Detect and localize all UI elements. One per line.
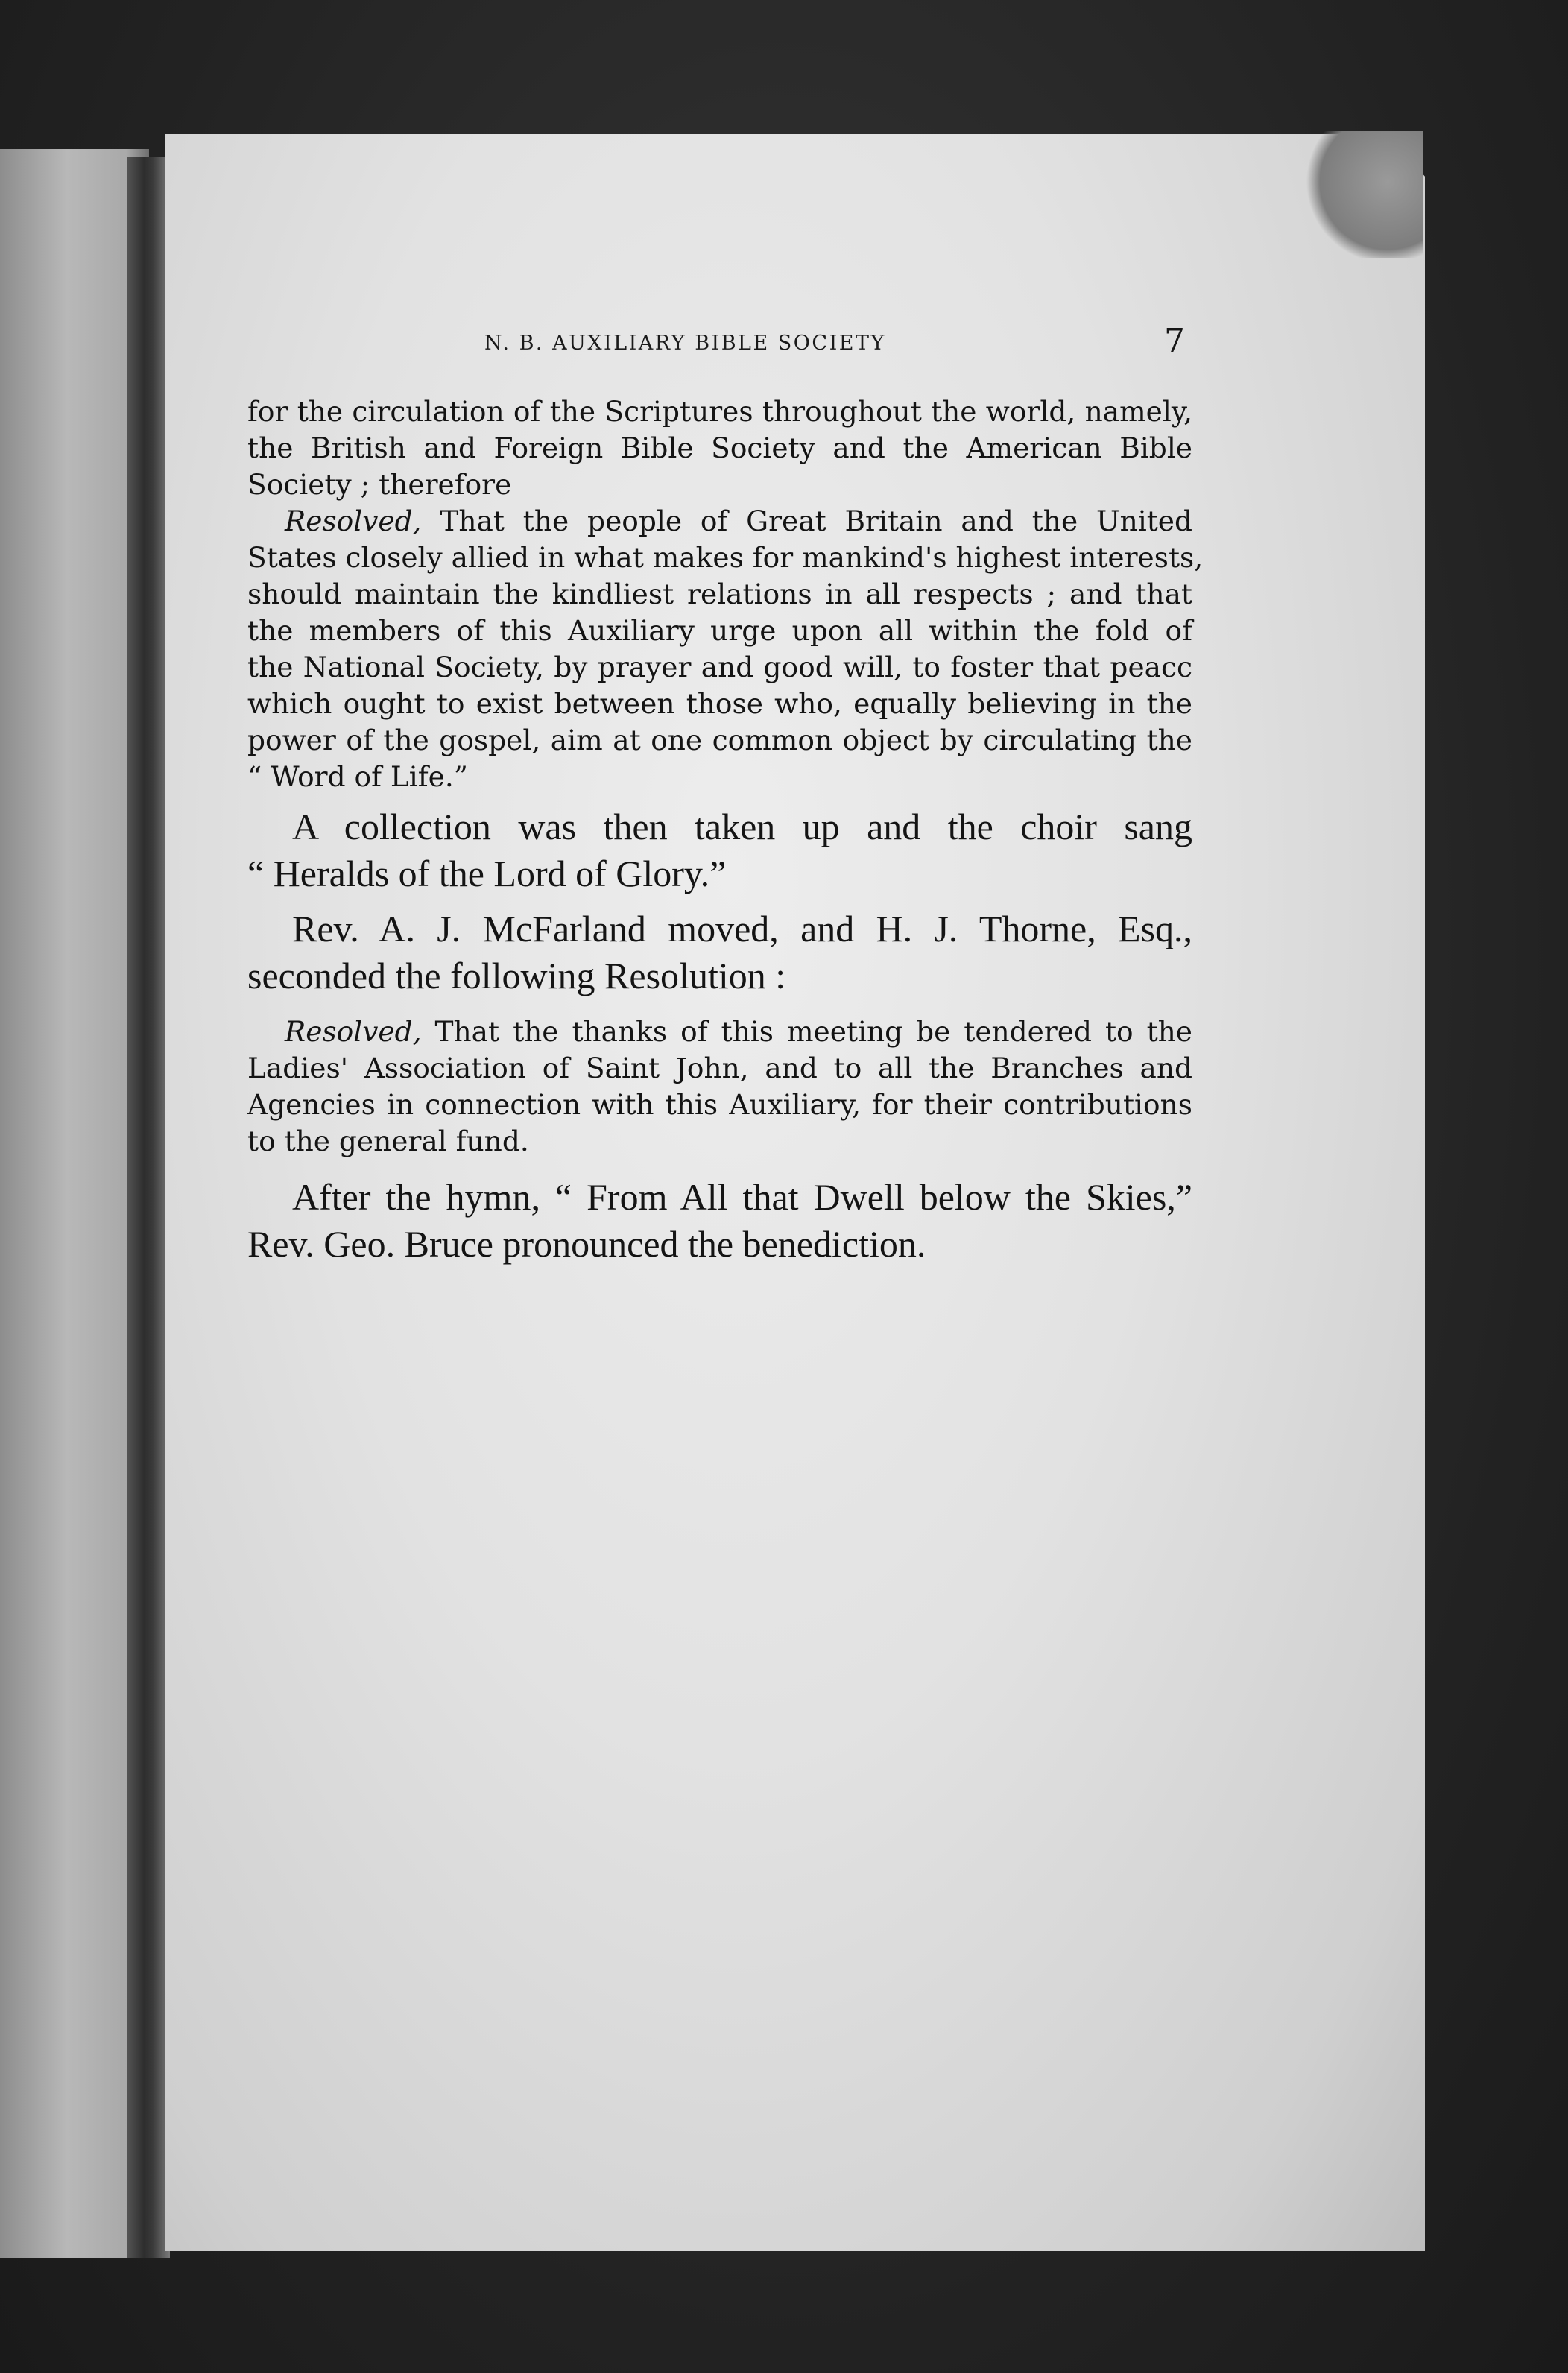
text-fragment: That the people of Great Britain and the United <box>421 505 1192 537</box>
text-line <box>247 503 1192 540</box>
folded-page-corner <box>1304 131 1423 258</box>
text-fragment: That the thanks of this meeting be tendered to the <box>421 1015 1192 1048</box>
motion-paragraph <box>247 906 1192 999</box>
text-line: for the circulation of the Scriptures throughout the world, namely, <box>247 395 1192 428</box>
text-line: “ Heralds of the Lord of Glory.” <box>247 853 727 894</box>
book-gutter <box>127 157 170 2258</box>
text-line: After the hymn, “ From All that Dwell below the Skies,” <box>292 1176 1192 1218</box>
text-line: power of the gospel, aim at one common object by circulating the <box>247 724 1192 756</box>
text-line: Rev. Geo. Bruce pronounced the benediction. <box>247 1223 926 1265</box>
text-line: A collection was then taken up and the choir sang <box>292 806 1192 847</box>
resolved-keyword: Resolved, <box>285 505 422 537</box>
text-line: Ladies' Association of Saint John, and to all the Branches and <box>247 1052 1192 1084</box>
text-line: should maintain the kindliest relations in all respects ; and that <box>247 578 1192 610</box>
text-line: Rev. A. J. McFarland moved, and H. J. Thorne, Esq., <box>292 908 1192 949</box>
running-title: N. B. AUXILIARY BIBLE SOCIETY <box>484 332 886 355</box>
resolution-paragraph <box>247 1014 1192 1160</box>
text-line <box>247 1014 1192 1050</box>
collection-paragraph <box>247 803 1192 897</box>
page-number: 7 <box>1164 322 1185 360</box>
text-line: Agencies in connection with this Auxiliary, for their contributions <box>247 1088 1192 1121</box>
text-line: the British and Foreign Bible Society and the American Bible <box>247 432 1192 464</box>
text-line: which ought to exist between those who, equally believing in the <box>247 687 1192 720</box>
text-line: States closely allied in what makes for mankind's highest interests, <box>247 541 1204 574</box>
resolution-paragraph <box>247 503 1204 795</box>
closing-paragraph <box>247 1174 1192 1268</box>
text-line: “ Word of Life.” <box>247 760 468 793</box>
text-line: the National Society, by prayer and good will, to foster that peacc <box>247 651 1192 683</box>
resolved-keyword: Resolved, <box>285 1015 422 1048</box>
paragraph-continuation <box>247 394 1192 503</box>
text-line: the members of this Auxiliary urge upon all within the fold of <box>247 614 1192 647</box>
text-line: seconded the following Resolution : <box>247 955 786 996</box>
text-line: Society ; therefore <box>247 468 512 501</box>
text-line: to the general fund. <box>247 1125 529 1157</box>
